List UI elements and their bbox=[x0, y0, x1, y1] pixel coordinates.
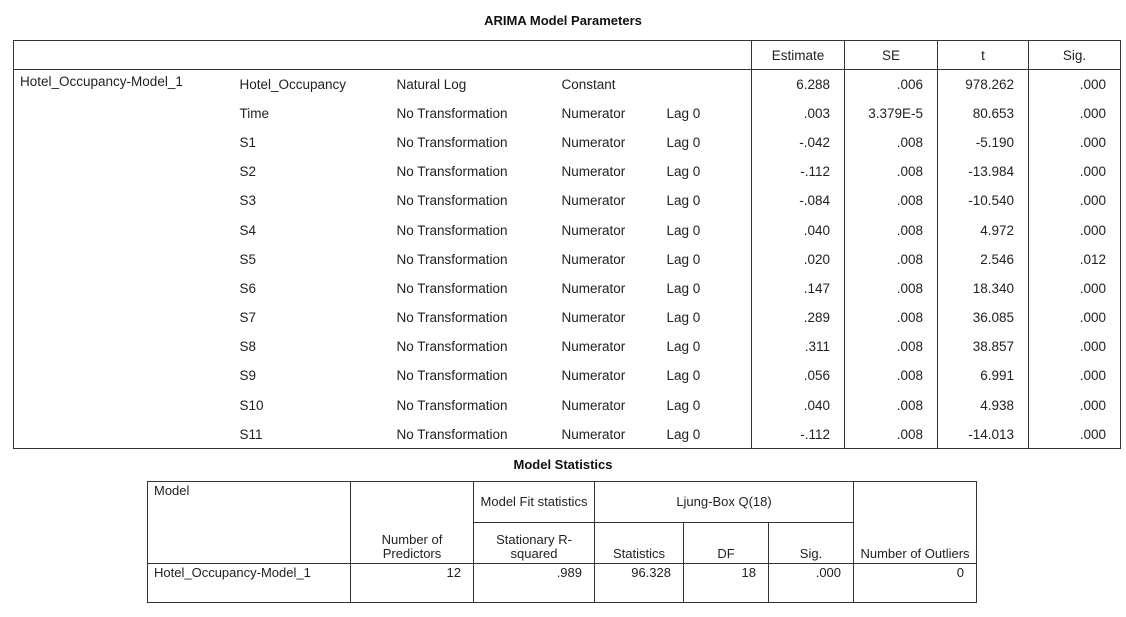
arima-cell-estimate: .040 bbox=[752, 391, 845, 420]
arima-cell-estimate: .020 bbox=[752, 245, 845, 274]
arima-cell-t: 18.340 bbox=[938, 274, 1029, 303]
arima-cell-t: 80.653 bbox=[938, 99, 1029, 128]
arima-cell-variable: Hotel_Occupancy bbox=[239, 76, 347, 92]
arima-cell-se: .008 bbox=[845, 332, 938, 361]
arima-cell-se: .008 bbox=[845, 245, 938, 274]
arima-cell-variable: S1 bbox=[239, 134, 257, 150]
arima-cell-sig: .000 bbox=[1029, 70, 1121, 99]
arima-cell-t: 4.972 bbox=[938, 215, 1029, 244]
arima-cell-type: Numerator bbox=[561, 339, 626, 355]
arima-cell-variable: S2 bbox=[239, 164, 257, 180]
arima-cell-transformation: No Transformation bbox=[396, 280, 508, 296]
stats-cell-outliers: 0 bbox=[854, 564, 977, 603]
arima-cell-sig: .000 bbox=[1029, 186, 1121, 215]
arima-cell-lag: Lag 0 bbox=[666, 280, 701, 296]
arima-table-title: ARIMA Model Parameters bbox=[484, 13, 642, 28]
arima-cell-t: 978.262 bbox=[938, 70, 1029, 99]
arima-cell-se: .008 bbox=[845, 157, 938, 186]
stats-header-statistics: Statistics bbox=[595, 523, 684, 564]
arima-cell-t: 4.938 bbox=[938, 391, 1029, 420]
arima-cell-estimate: 6.288 bbox=[752, 70, 845, 99]
arima-cell-se: .008 bbox=[845, 186, 938, 215]
arima-cell-se: .008 bbox=[845, 420, 938, 449]
arima-cell-sig: .000 bbox=[1029, 361, 1121, 390]
arima-cell-sig: .000 bbox=[1029, 157, 1121, 186]
stats-cell-statistics: 96.328 bbox=[595, 564, 684, 603]
stats-header-outliers: Number of Outliers bbox=[854, 482, 977, 564]
stats-cell-model: Hotel_Occupancy-Model_1 bbox=[148, 564, 351, 603]
arima-cell-transformation: Natural Log bbox=[396, 76, 467, 92]
stats-cell-df: 18 bbox=[684, 564, 769, 603]
arima-cell-lag: Lag 0 bbox=[666, 368, 701, 384]
arima-cell-variable: Time bbox=[239, 105, 269, 121]
arima-cell-t: 36.085 bbox=[938, 303, 1029, 332]
arima-cell-se: .008 bbox=[845, 215, 938, 244]
arima-cell-lag: Lag 0 bbox=[666, 164, 701, 180]
arima-cell-type: Numerator bbox=[561, 105, 626, 121]
arima-cell-estimate: .311 bbox=[752, 332, 845, 361]
arima-cell-se: .008 bbox=[845, 274, 938, 303]
arima-cell-estimate: .289 bbox=[752, 303, 845, 332]
arima-cell-lag: Lag 0 bbox=[666, 397, 701, 413]
arima-cell-type: Numerator bbox=[561, 164, 626, 180]
arima-cell-type: Numerator bbox=[561, 222, 626, 238]
arima-cell-variable: S8 bbox=[239, 339, 257, 355]
arima-cell-variable: S7 bbox=[239, 310, 257, 326]
arima-cell-t: -5.190 bbox=[938, 128, 1029, 157]
arima-cell-variable: S4 bbox=[239, 222, 257, 238]
arima-cell-type: Numerator bbox=[561, 368, 626, 384]
arima-cell-sig: .000 bbox=[1029, 391, 1121, 420]
arima-cell-type: Numerator bbox=[561, 397, 626, 413]
arima-cell-transformation: No Transformation bbox=[396, 134, 508, 150]
arima-cell-lag: Lag 0 bbox=[666, 193, 701, 209]
arima-parameters-table bbox=[13, 40, 1121, 449]
arima-cell-variable: S10 bbox=[239, 397, 264, 413]
arima-cell-lag bbox=[661, 70, 752, 99]
arima-cell-estimate: -.042 bbox=[752, 128, 845, 157]
stats-header-sig: Sig. bbox=[769, 523, 854, 564]
arima-header-blank bbox=[14, 41, 752, 70]
arima-cell-estimate: .056 bbox=[752, 361, 845, 390]
arima-cell-t: 6.991 bbox=[938, 361, 1029, 390]
arima-cell-se: .008 bbox=[845, 128, 938, 157]
arima-cell-variable: S6 bbox=[239, 280, 257, 296]
arima-cell-sig: .000 bbox=[1029, 128, 1121, 157]
arima-cell-transformation: No Transformation bbox=[396, 368, 508, 384]
arima-cell-sig: .000 bbox=[1029, 332, 1121, 361]
arima-cell-transformation: No Transformation bbox=[396, 193, 508, 209]
arima-cell-lag: Lag 0 bbox=[666, 134, 701, 150]
arima-cell-lag: Lag 0 bbox=[661, 420, 752, 449]
arima-cell-type: Numerator bbox=[561, 280, 626, 296]
arima-cell-sig: .000 bbox=[1029, 420, 1121, 449]
arima-cell-transformation: No Transformation bbox=[396, 105, 508, 121]
arima-cell-transformation: No Transformation bbox=[396, 397, 508, 413]
arima-cell-lag: Lag 0 bbox=[666, 251, 701, 267]
arima-header-row bbox=[14, 41, 1121, 70]
arima-cell-se: .008 bbox=[845, 303, 938, 332]
arima-cell-variable: S3 bbox=[239, 193, 257, 209]
arima-cell-t: -14.013 bbox=[938, 420, 1029, 449]
header-se: SE bbox=[845, 41, 938, 70]
arima-cell-se: 3.379E-5 bbox=[845, 99, 938, 128]
arima-cell-estimate: -.084 bbox=[752, 186, 845, 215]
stats-header-ljung-box: Ljung-Box Q(18) bbox=[595, 482, 854, 523]
arima-cell-transformation: No Transformation bbox=[396, 251, 508, 267]
arima-row bbox=[14, 70, 1121, 99]
arima-cell-type: Numerator bbox=[561, 251, 626, 267]
stats-table-title: Model Statistics bbox=[513, 457, 613, 472]
arima-cell-estimate: -.112 bbox=[752, 157, 845, 186]
stats-header-stationary-r2: Stationary R-squared bbox=[474, 523, 595, 564]
arima-cell-type: Numerator bbox=[556, 420, 661, 449]
arima-cell-se: .006 bbox=[845, 70, 938, 99]
arima-cell-transformation: No Transformation bbox=[396, 222, 508, 238]
model-statistics-table bbox=[147, 481, 977, 603]
header-sig: Sig. bbox=[1029, 41, 1121, 70]
arima-model-name: Hotel_Occupancy-Model_1 bbox=[14, 70, 234, 449]
stats-header-model: Model bbox=[148, 482, 351, 564]
arima-cell-estimate: -.112 bbox=[752, 420, 845, 449]
stats-header-model-fit: Model Fit statistics bbox=[474, 482, 595, 523]
stats-cell-stationary-r2: .989 bbox=[474, 564, 595, 603]
arima-cell-se: .008 bbox=[845, 391, 938, 420]
arima-cell-type: Numerator bbox=[561, 193, 626, 209]
header-t: t bbox=[938, 41, 1029, 70]
stats-data-row bbox=[148, 564, 977, 603]
arima-cell-se: .008 bbox=[845, 361, 938, 390]
arima-cell-t: -10.540 bbox=[938, 186, 1029, 215]
stats-header-df: DF bbox=[684, 523, 769, 564]
arima-cell-transformation: No Transformation bbox=[396, 164, 508, 180]
arima-cell-t: -13.984 bbox=[938, 157, 1029, 186]
arima-cell-transformation: No Transformation bbox=[396, 310, 508, 326]
arima-cell-sig: .000 bbox=[1029, 99, 1121, 128]
arima-cell-estimate: .147 bbox=[752, 274, 845, 303]
arima-cell-type: Numerator bbox=[561, 310, 626, 326]
arima-cell-transformation: No Transformation bbox=[391, 420, 556, 449]
arima-cell-estimate: .003 bbox=[752, 99, 845, 128]
header-estimate: Estimate bbox=[752, 41, 845, 70]
arima-cell-sig: .000 bbox=[1029, 303, 1121, 332]
arima-cell-t: 2.546 bbox=[938, 245, 1029, 274]
stats-header-num-predictors: Number of Predictors bbox=[351, 482, 474, 564]
arima-cell-estimate: .040 bbox=[752, 215, 845, 244]
arima-cell-type: Constant bbox=[561, 76, 616, 92]
arima-cell-type: Numerator bbox=[561, 134, 626, 150]
arima-cell-t: 38.857 bbox=[938, 332, 1029, 361]
arima-cell-variable: S9 bbox=[239, 368, 257, 384]
arima-cell-lag: Lag 0 bbox=[666, 105, 701, 121]
arima-cell-transformation: No Transformation bbox=[396, 339, 508, 355]
arima-cell-lag: Lag 0 bbox=[666, 310, 701, 326]
stats-header-row-1 bbox=[148, 482, 977, 523]
arima-cell-sig: .000 bbox=[1029, 274, 1121, 303]
arima-cell-sig: .012 bbox=[1029, 245, 1121, 274]
arima-cell-lag: Lag 0 bbox=[666, 339, 701, 355]
arima-cell-lag: Lag 0 bbox=[666, 222, 701, 238]
stats-cell-sig: .000 bbox=[769, 564, 854, 603]
arima-cell-variable: S5 bbox=[239, 251, 257, 267]
arima-cell-sig: .000 bbox=[1029, 215, 1121, 244]
arima-cell-variable: S11 bbox=[234, 420, 391, 449]
stats-cell-num-predictors: 12 bbox=[351, 564, 474, 603]
